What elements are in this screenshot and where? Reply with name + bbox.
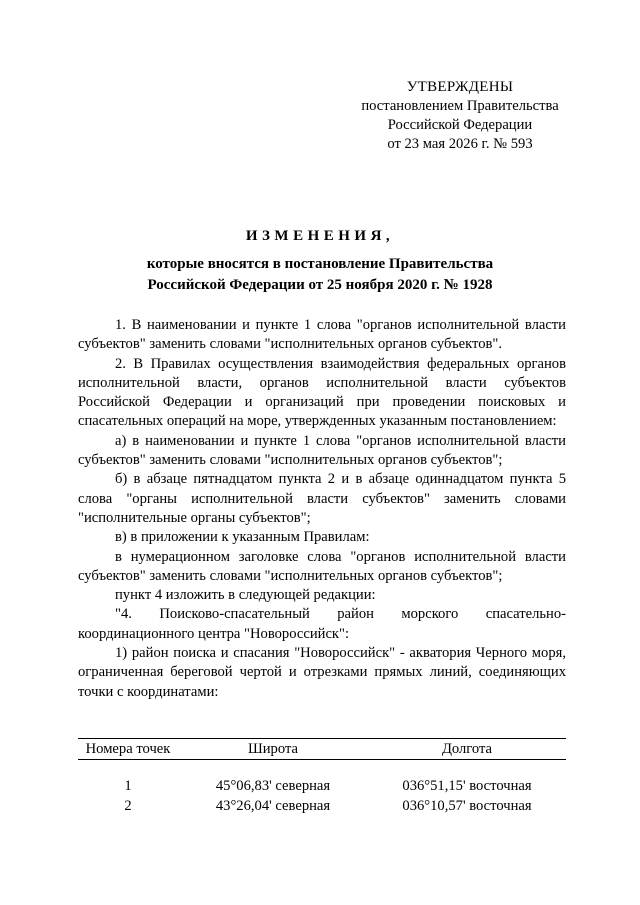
- coordinates-table: [78, 738, 566, 816]
- longitude-cell: 036°10,57' восточная: [402, 798, 532, 814]
- latitude-cell: 43°26,04' северная: [215, 798, 331, 814]
- paragraph: 1. В наименовании и пункте 1 слова "органов исполнительной власти субъектов" заменить словами "исполнительных органов субъектов".: [78, 317, 566, 353]
- longitude-cell: 036°51,15' восточная: [402, 778, 532, 794]
- column-header-longitude: Долгота: [368, 739, 566, 760]
- paragraph: 1) район поиска и спасания "Новороссийск" - акватория Черного моря, ограниченная береговой чертой и отрезками прямых линий, соединяющих точки с координатами:: [78, 645, 566, 700]
- paragraph: пункт 4 изложить в следующей редакции:: [115, 587, 376, 604]
- paragraph: в) в приложении к указанным Правилам:: [115, 529, 370, 546]
- paragraph: "4. Поисково-спасательный район морского спасательно-координационного центра "Новороссийск":: [78, 606, 566, 642]
- paragraph: б) в абзаце пятнадцатом пункта 2 и в абзаце одиннадцатом пункта 5 слова "органы исполнительной власти субъектов" заменить словами "исполнительные органы субъектов";: [78, 471, 566, 526]
- title-subtitle: [72, 254, 568, 296]
- point-number-cell: 1: [124, 778, 132, 794]
- latitude-cell: 45°06,83' северная: [215, 778, 331, 794]
- table-header-row: [78, 739, 566, 760]
- approval-heading: УТВЕРЖДЕНЫ: [406, 79, 514, 95]
- column-header-latitude: Широта: [178, 739, 368, 760]
- approval-line: постановлением Правительства: [361, 98, 559, 114]
- table-row: [78, 796, 566, 816]
- column-header-point-number: Номера точек: [78, 739, 178, 760]
- table-row: [78, 760, 566, 797]
- title-main: ИЗМЕНЕНИЯ,: [245, 228, 395, 244]
- document-body: [78, 316, 566, 702]
- title-subtitle-line: Российской Федерации от 25 ноября 2020 г. № 1928: [147, 277, 493, 293]
- approval-block: [340, 78, 580, 154]
- approval-line: Российской Федерации: [387, 117, 533, 133]
- approval-date: от 23 мая 2026 г. № 593: [387, 136, 533, 152]
- title-subtitle-line: которые вносятся в постановление Правительства: [146, 256, 494, 272]
- paragraph: 2. В Правилах осуществления взаимодействия федеральных органов исполнительной власти, органов исполнительной власти субъектов Российской Федерации и организаций при проведении поисковых и спасательных операций на море, утвержденных указанным постановлением:: [78, 355, 566, 430]
- paragraph: в нумерационном заголовке слова "органов исполнительной власти субъектов" заменить словами "исполнительных органов субъектов";: [78, 548, 566, 584]
- paragraph: а) в наименовании и пункте 1 слова "органов исполнительной власти субъектов" заменить словами "исполнительных органов субъектов";: [78, 432, 566, 469]
- document-title: [72, 226, 568, 296]
- point-number-cell: 2: [124, 798, 132, 814]
